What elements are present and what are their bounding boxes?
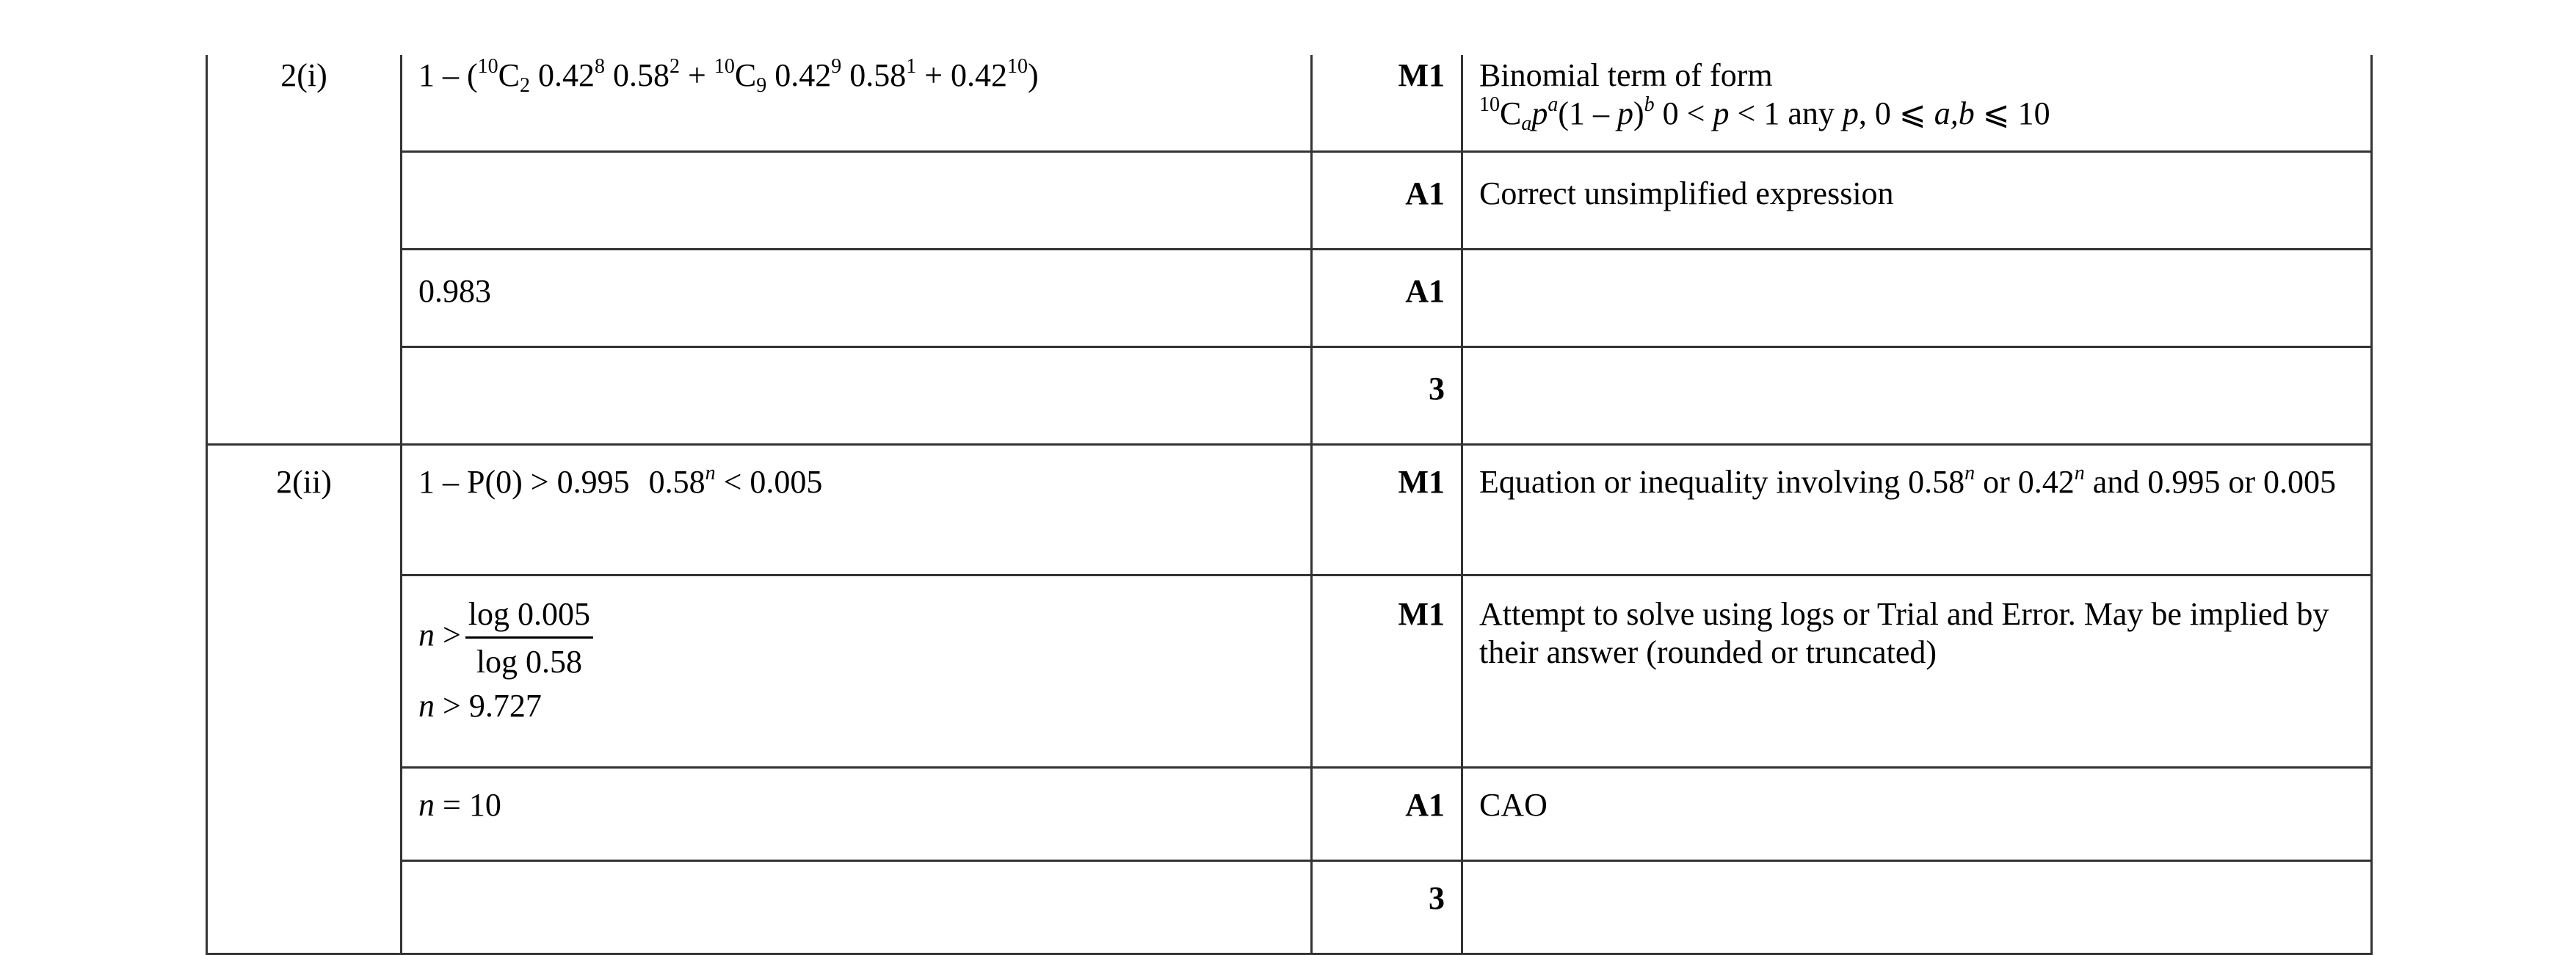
table-row — [207, 575, 2372, 768]
answer-cell — [402, 575, 1312, 768]
total-mark-cell: 3 — [1312, 347, 1462, 445]
mark-cell: A1 — [1312, 152, 1462, 250]
guidance-cell: CAO — [1462, 768, 2372, 861]
guidance-cell: Equation or inequality involving 0.58$^n$ or 0.42$^n$ and 0.995 or 0.005 — [1462, 445, 2372, 575]
mark-cell: M1 — [1312, 445, 1462, 575]
guidance-cell: Attempt to solve using logs or Trial and Error. May be implied by their answer (rounded or truncated) — [1462, 575, 2372, 768]
guidance-cell: Correct unsimplified expression — [1462, 152, 2372, 250]
guidance-cell — [1462, 250, 2372, 347]
log-inequality: n > $\frac{\log 0.005}{\log 0.58}$ — [418, 595, 1294, 681]
table-row — [207, 768, 2372, 861]
total-mark-cell: 3 — [1312, 861, 1462, 954]
answer-cell: 1 – P(0) > 0.995 $0.58^n < 0.005$ — [402, 445, 1312, 575]
guidance-cell — [1462, 861, 2372, 954]
table-row — [207, 347, 2372, 445]
answer-cell: n = 10 — [402, 768, 1312, 861]
table-row — [207, 861, 2372, 954]
table-row — [207, 55, 2372, 152]
answer-cell — [402, 152, 1312, 250]
mark-cell: A1 — [1312, 250, 1462, 347]
guidance-cell: Binomial term of form $^{10}C_ap^a(1 - p)^b$ 0 < p < 1 any p, 0 ⩽ a,b ⩽ 10 — [1462, 55, 2372, 152]
mark-scheme-table — [206, 55, 2373, 955]
guidance-cell — [1462, 347, 2372, 445]
inequality-result: n > 9.727 — [418, 688, 542, 724]
table-row — [207, 445, 2372, 575]
fraction: $\frac{\log 0.005}{\log 0.58}$ — [465, 595, 593, 681]
answer-cell — [402, 347, 1312, 445]
mark-cell: A1 — [1312, 768, 1462, 861]
answer-cell: 0.983 — [402, 250, 1312, 347]
answer-cell: $1 - (^{10}C_2$ 0.42$^8$ $0.58^2 + ^{10}C_9$ 0.42$^9$ $0.58^1 + 0.42^{10}$) — [402, 55, 1312, 152]
table-row — [207, 152, 2372, 250]
mark-cell: M1 — [1312, 575, 1462, 768]
question-number: 2(i) — [207, 55, 402, 445]
answer-cell — [402, 861, 1312, 954]
question-number: 2(ii) — [207, 445, 402, 954]
table-row — [207, 250, 2372, 347]
mark-cell: M1 — [1312, 55, 1462, 152]
